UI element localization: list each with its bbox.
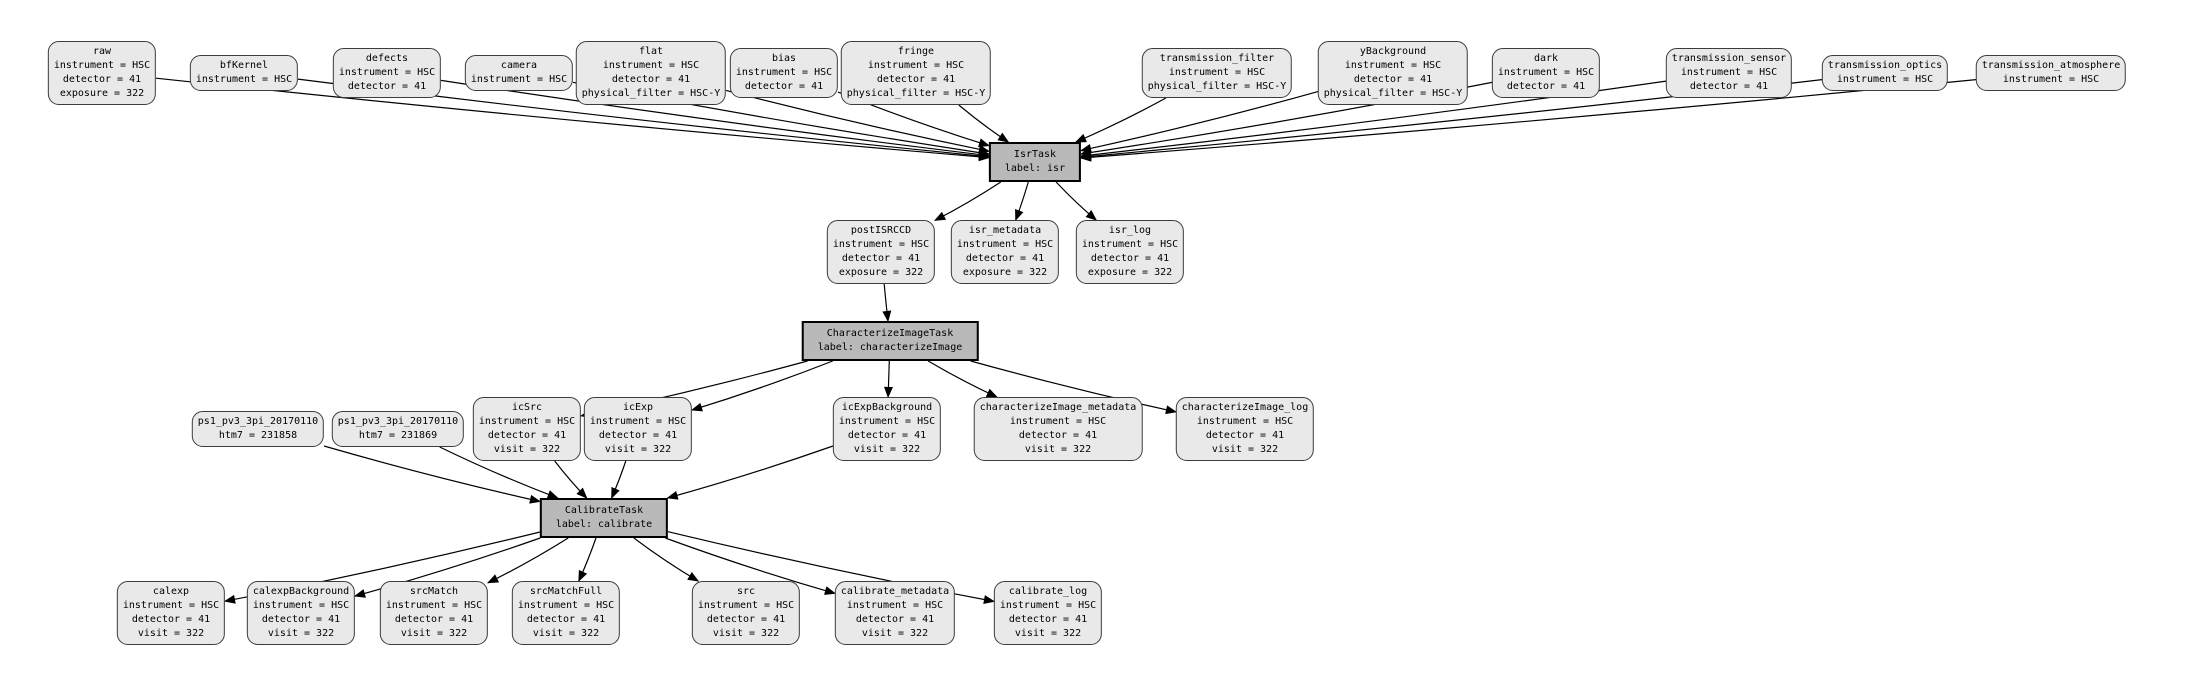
node-title: isr_log xyxy=(1108,225,1152,236)
edge-postISRCCD-to-CharacterizeImageTask xyxy=(884,284,888,321)
node-IsrTask xyxy=(989,142,1081,182)
node-title: transmission_atmosphere xyxy=(1981,60,2121,71)
node-title: transmission_filter xyxy=(1159,53,1275,64)
node-dimension: visit = 322 xyxy=(493,444,561,455)
node-title: srcMatch xyxy=(409,586,459,597)
node-transmission_sensor xyxy=(1666,48,1792,98)
node-calibrate_log xyxy=(994,581,1102,645)
node-dark xyxy=(1492,48,1600,98)
node-dimension: detector = 41 xyxy=(1689,81,1769,92)
edge-transmission_filter-to-IsrTask xyxy=(1076,98,1166,142)
node-dimension: instrument = HSC xyxy=(1081,239,1179,250)
node-title: calibrate_log xyxy=(1008,586,1088,597)
node-dimension: instrument = HSC xyxy=(1168,67,1266,78)
node-yBackground xyxy=(1318,41,1468,105)
node-flat xyxy=(576,41,726,105)
node-dimension: detector = 41 xyxy=(1090,253,1170,264)
node-dimension: instrument = HSC xyxy=(517,600,615,611)
node-title: srcMatchFull xyxy=(529,586,603,597)
node-ps1_a xyxy=(192,411,324,447)
edge-icExp-to-CalibrateTask xyxy=(612,461,626,498)
node-CharacterizeImageTask xyxy=(802,321,979,361)
node-title: transmission_sensor xyxy=(1671,53,1787,64)
node-dimension: physical_filter = HSC-Y xyxy=(846,88,986,99)
node-calexpBackground xyxy=(247,581,355,645)
edge-icSrc-to-CalibrateTask xyxy=(555,461,587,498)
node-camera xyxy=(465,55,573,91)
node-title: raw xyxy=(92,46,112,57)
node-dimension: instrument = HSC xyxy=(589,416,687,427)
node-title: defects xyxy=(365,53,409,64)
node-dimension: detector = 41 xyxy=(876,74,956,85)
node-dimension: detector = 41 xyxy=(261,614,341,625)
edge-CalibrateTask-to-src xyxy=(634,538,698,581)
node-dimension: detector = 41 xyxy=(855,614,935,625)
edge-IsrTask-to-postISRCCD xyxy=(935,182,1001,220)
node-dimension: instrument = HSC xyxy=(1497,67,1595,78)
node-title: icExp xyxy=(622,402,654,413)
node-title: characterizeImage_metadata xyxy=(979,402,1137,413)
node-dimension: detector = 41 xyxy=(526,614,606,625)
node-dimension: detector = 41 xyxy=(347,81,427,92)
node-dimension: detector = 41 xyxy=(841,253,921,264)
node-dimension: instrument = HSC xyxy=(53,60,151,71)
node-dimension: instrument = HSC xyxy=(470,74,568,85)
node-dimension: visit = 322 xyxy=(267,628,335,639)
node-isr_metadata xyxy=(951,220,1059,284)
node-dimension: visit = 322 xyxy=(604,444,672,455)
node-dimension: detector = 41 xyxy=(1205,430,1285,441)
node-dimension: detector = 41 xyxy=(394,614,474,625)
node-characterizeImage_metadata xyxy=(974,397,1143,461)
edge-CharacterizeImageTask-to-icExpBackground xyxy=(888,361,889,397)
node-dimension: visit = 322 xyxy=(137,628,205,639)
node-title: postISRCCD xyxy=(850,225,912,236)
node-dimension: instrument = HSC xyxy=(1680,67,1778,78)
node-src xyxy=(692,581,800,645)
node-dimension: instrument = HSC xyxy=(735,67,833,78)
node-dimension: instrument = HSC xyxy=(999,600,1097,611)
node-title: CalibrateTask xyxy=(564,505,644,516)
node-dimension: visit = 322 xyxy=(861,628,929,639)
node-CalibrateTask xyxy=(540,498,668,538)
node-dimension: instrument = HSC xyxy=(1009,416,1107,427)
edge-IsrTask-to-isr_metadata xyxy=(1016,182,1029,220)
node-dimension: visit = 322 xyxy=(1024,444,1092,455)
edge-CalibrateTask-to-srcMatch xyxy=(488,538,568,583)
node-title: calibrate_metadata xyxy=(840,586,950,597)
edge-CharacterizeImageTask-to-characterizeImage_metadata xyxy=(928,361,997,397)
node-dimension: physical_filter = HSC-Y xyxy=(1147,81,1287,92)
edge-fringe-to-IsrTask xyxy=(959,105,1009,142)
node-dimension: visit = 322 xyxy=(532,628,600,639)
node-dimension: htm7 = 231869 xyxy=(358,430,438,441)
node-dimension: physical_filter = HSC-Y xyxy=(1323,88,1463,99)
node-dimension: instrument = HSC xyxy=(122,600,220,611)
node-title: isr_metadata xyxy=(968,225,1042,236)
node-dimension: instrument = HSC xyxy=(867,60,965,71)
node-dimension: exposure = 322 xyxy=(962,267,1048,278)
node-dimension: instrument = HSC xyxy=(385,600,483,611)
node-dimension: visit = 322 xyxy=(1014,628,1082,639)
node-dimension: instrument = HSC xyxy=(338,67,436,78)
node-isr_log xyxy=(1076,220,1184,284)
node-dimension: detector = 41 xyxy=(847,430,927,441)
node-dimension: instrument = HSC xyxy=(195,74,293,85)
node-dimension: visit = 322 xyxy=(1211,444,1279,455)
node-postISRCCD xyxy=(827,220,935,284)
node-dimension: detector = 41 xyxy=(598,430,678,441)
edge-icExpBackground-to-CalibrateTask xyxy=(668,446,833,498)
node-title: calexp xyxy=(152,586,190,597)
node-dimension: exposure = 322 xyxy=(59,88,145,99)
node-icExp xyxy=(584,397,692,461)
node-title: IsrTask xyxy=(1013,149,1057,160)
node-dimension: instrument = HSC xyxy=(1196,416,1294,427)
node-bias xyxy=(730,48,838,98)
node-dimension: exposure = 322 xyxy=(1087,267,1173,278)
node-dimension: detector = 41 xyxy=(131,614,211,625)
node-dimension: instrument = HSC xyxy=(252,600,350,611)
node-title: ps1_pv3_3pi_20170110 xyxy=(197,416,319,427)
node-characterizeImage_log xyxy=(1176,397,1314,461)
node-dimension: htm7 = 231858 xyxy=(218,430,298,441)
node-title: bias xyxy=(771,53,797,64)
node-fringe xyxy=(841,41,991,105)
node-dimension: label: characterizeImage xyxy=(817,342,963,353)
node-dimension: instrument = HSC xyxy=(1836,74,1934,85)
node-icExpBackground xyxy=(833,397,941,461)
node-dimension: instrument = HSC xyxy=(956,239,1054,250)
node-dimension: instrument = HSC xyxy=(602,60,700,71)
node-title: fringe xyxy=(897,46,935,57)
node-dimension: label: isr xyxy=(1004,163,1066,174)
node-dimension: physical_filter = HSC-Y xyxy=(581,88,721,99)
node-bfKernel xyxy=(190,55,298,91)
node-title: calexpBackground xyxy=(252,586,350,597)
node-dimension: detector = 41 xyxy=(1353,74,1433,85)
node-title: transmission_optics xyxy=(1827,60,1943,71)
node-title: CharacterizeImageTask xyxy=(826,328,954,339)
node-icSrc xyxy=(473,397,581,461)
node-title: icSrc xyxy=(511,402,543,413)
node-title: src xyxy=(736,586,756,597)
edge-IsrTask-to-isr_log xyxy=(1056,182,1096,220)
node-dimension: instrument = HSC xyxy=(478,416,576,427)
node-dimension: detector = 41 xyxy=(706,614,786,625)
node-dimension: detector = 41 xyxy=(1018,430,1098,441)
node-dimension: visit = 322 xyxy=(712,628,780,639)
node-dimension: instrument = HSC xyxy=(846,600,944,611)
node-dimension: label: calibrate xyxy=(555,519,653,530)
node-title: bfKernel xyxy=(219,60,269,71)
edge-CalibrateTask-to-srcMatchFull xyxy=(579,538,596,581)
node-transmission_atmosphere xyxy=(1976,55,2126,91)
node-dimension: detector = 41 xyxy=(744,81,824,92)
node-dimension: detector = 41 xyxy=(611,74,691,85)
node-transmission_filter xyxy=(1142,48,1292,98)
node-dimension: detector = 41 xyxy=(62,74,142,85)
node-transmission_optics xyxy=(1822,55,1948,91)
node-dimension: instrument = HSC xyxy=(832,239,930,250)
node-title: yBackground xyxy=(1359,46,1427,57)
node-title: dark xyxy=(1533,53,1559,64)
node-dimension: detector = 41 xyxy=(1506,81,1586,92)
node-title: flat xyxy=(638,46,664,57)
node-dimension: visit = 322 xyxy=(853,444,921,455)
node-dimension: instrument = HSC xyxy=(838,416,936,427)
node-srcMatchFull xyxy=(512,581,620,645)
node-dimension: instrument = HSC xyxy=(2002,74,2100,85)
node-dimension: instrument = HSC xyxy=(1344,60,1442,71)
node-dimension: detector = 41 xyxy=(965,253,1045,264)
node-raw xyxy=(48,41,156,105)
node-defects xyxy=(333,48,441,98)
node-dimension: detector = 41 xyxy=(1008,614,1088,625)
node-dimension: exposure = 322 xyxy=(838,267,924,278)
node-title: characterizeImage_log xyxy=(1181,402,1309,413)
node-dimension: visit = 322 xyxy=(400,628,468,639)
node-title: icExpBackground xyxy=(841,402,933,413)
node-calibrate_metadata xyxy=(835,581,955,645)
node-ps1_b xyxy=(332,411,464,447)
node-srcMatch xyxy=(380,581,488,645)
node-title: ps1_pv3_3pi_20170110 xyxy=(337,416,459,427)
node-title: camera xyxy=(500,60,538,71)
node-dimension: instrument = HSC xyxy=(697,600,795,611)
node-calexp xyxy=(117,581,225,645)
node-dimension: detector = 41 xyxy=(487,430,567,441)
